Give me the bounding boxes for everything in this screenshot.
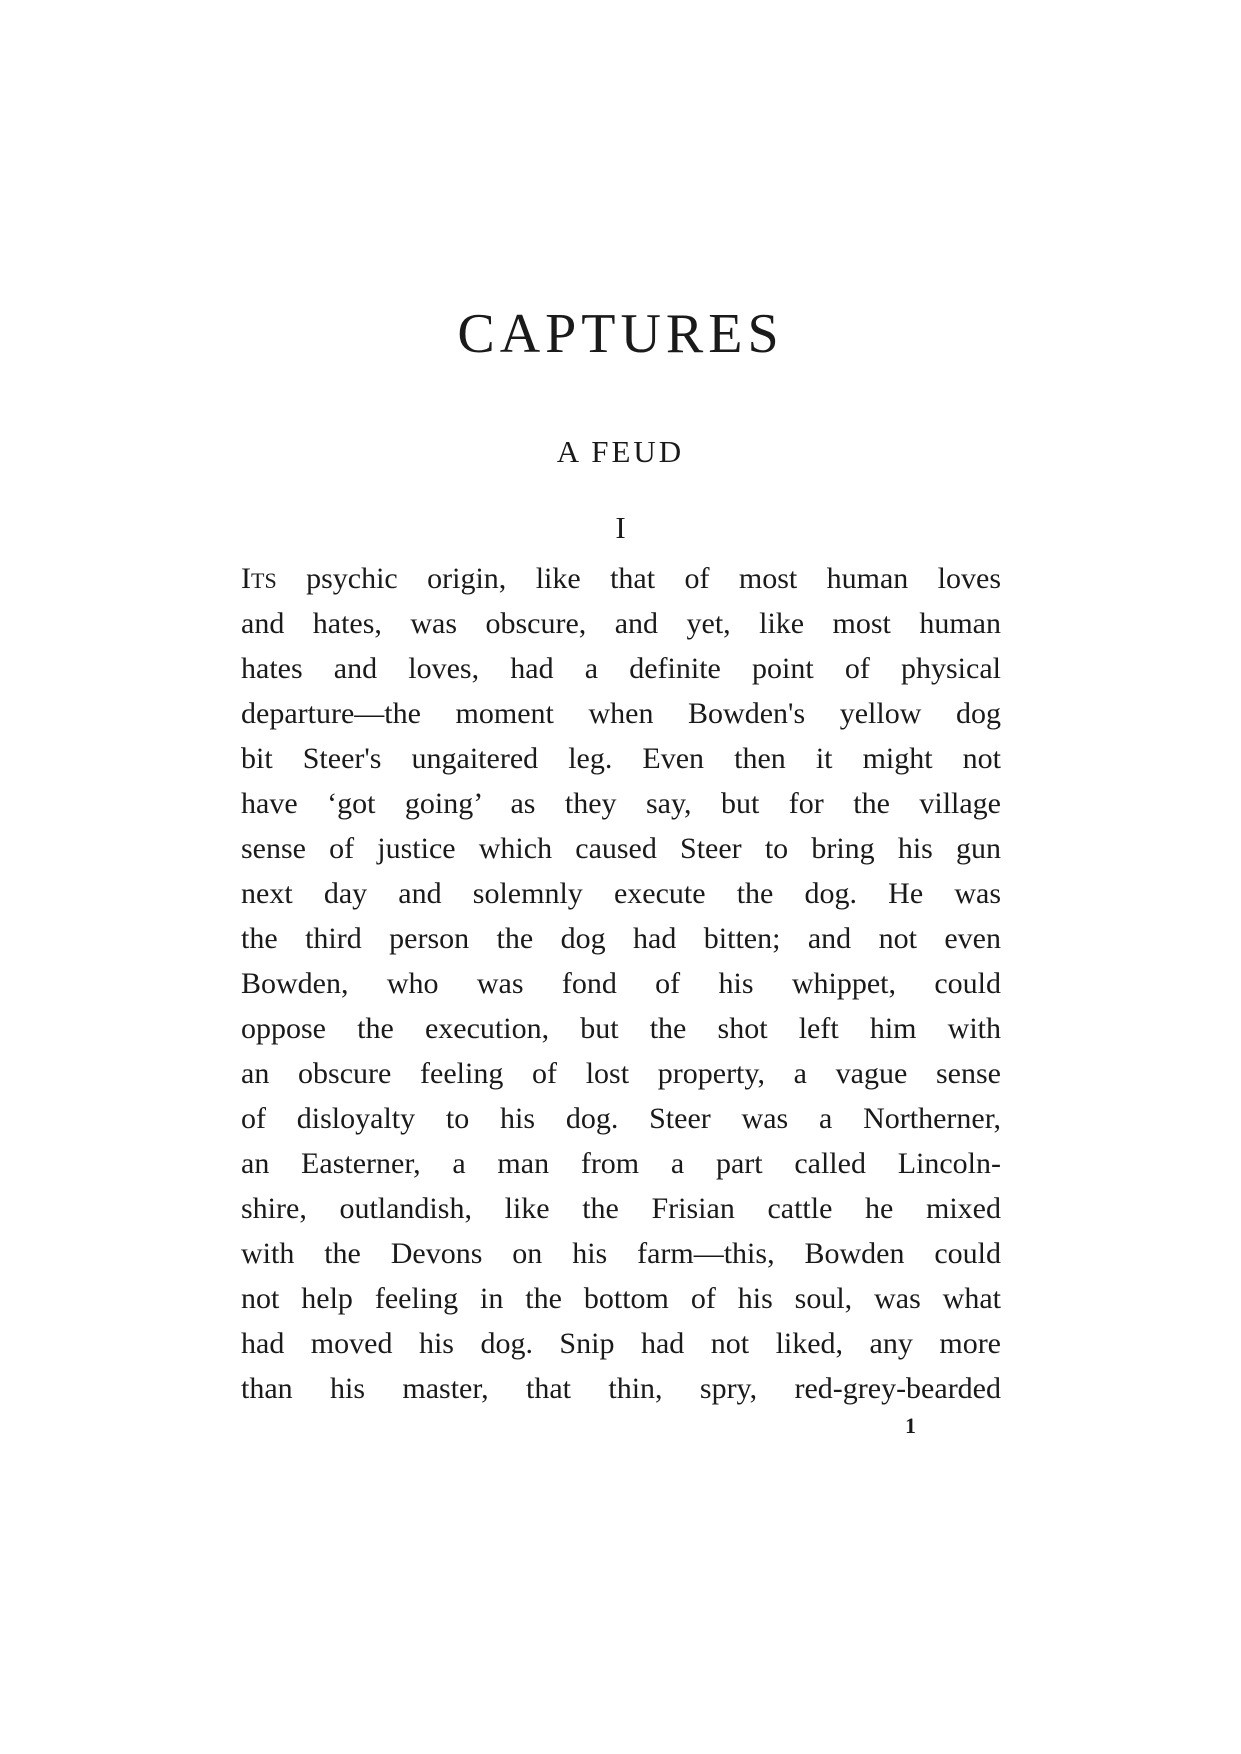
text-line: than his master, that thin, spry, red-grey-bearded — [241, 1372, 1001, 1405]
body-text — [241, 556, 1001, 1411]
small-caps-rest: TS — [251, 568, 277, 593]
text-line: and hates, was obscure, and yet, like most human — [241, 607, 1001, 640]
page-number: 1 — [905, 1413, 916, 1438]
text-line: bit Steer's ungaitered leg. Even then it might not — [241, 742, 1001, 775]
text-line: shire, outlandish, like the Frisian cattle he mixed — [241, 1192, 1001, 1225]
text-line: not help feeling in the bottom of his soul, was what — [241, 1282, 1001, 1315]
text-line: oppose the execution, but the shot left him with — [241, 1012, 1001, 1045]
text-line: departure—the moment when Bowden's yellow dog — [241, 697, 1001, 730]
first-line-text: psychic origin, like that of most human loves — [276, 562, 1001, 595]
text-line: with the Devons on his farm—this, Bowden could — [241, 1237, 1001, 1270]
text-line: an obscure feeling of lost property, a vague sense — [241, 1057, 1001, 1090]
drop-initial: I — [241, 562, 251, 595]
text-line: the third person the dog had bitten; and not even — [241, 922, 1001, 955]
section-numeral: I — [615, 510, 626, 545]
text-line: Bowden, who was fond of his whippet, could — [241, 967, 1001, 1000]
text-line: next day and solemnly execute the dog. He was — [241, 877, 1001, 910]
book-title: CAPTURES — [457, 303, 784, 365]
text-line: hates and loves, had a definite point of physical — [241, 652, 1001, 685]
text-line-1 — [241, 556, 1001, 601]
text-line: of disloyalty to his dog. Steer was a Northerner, — [241, 1102, 1001, 1135]
chapter-title: A FEUD — [556, 434, 685, 469]
text-line: sense of justice which caused Steer to bring his gun — [241, 832, 1001, 865]
text-line: had moved his dog. Snip had not liked, any more — [241, 1327, 1001, 1360]
text-line: an Easterner, a man from a part called Lincoln- — [241, 1147, 1001, 1180]
text-line: have ‘got going’ as they say, but for the village — [241, 787, 1001, 820]
